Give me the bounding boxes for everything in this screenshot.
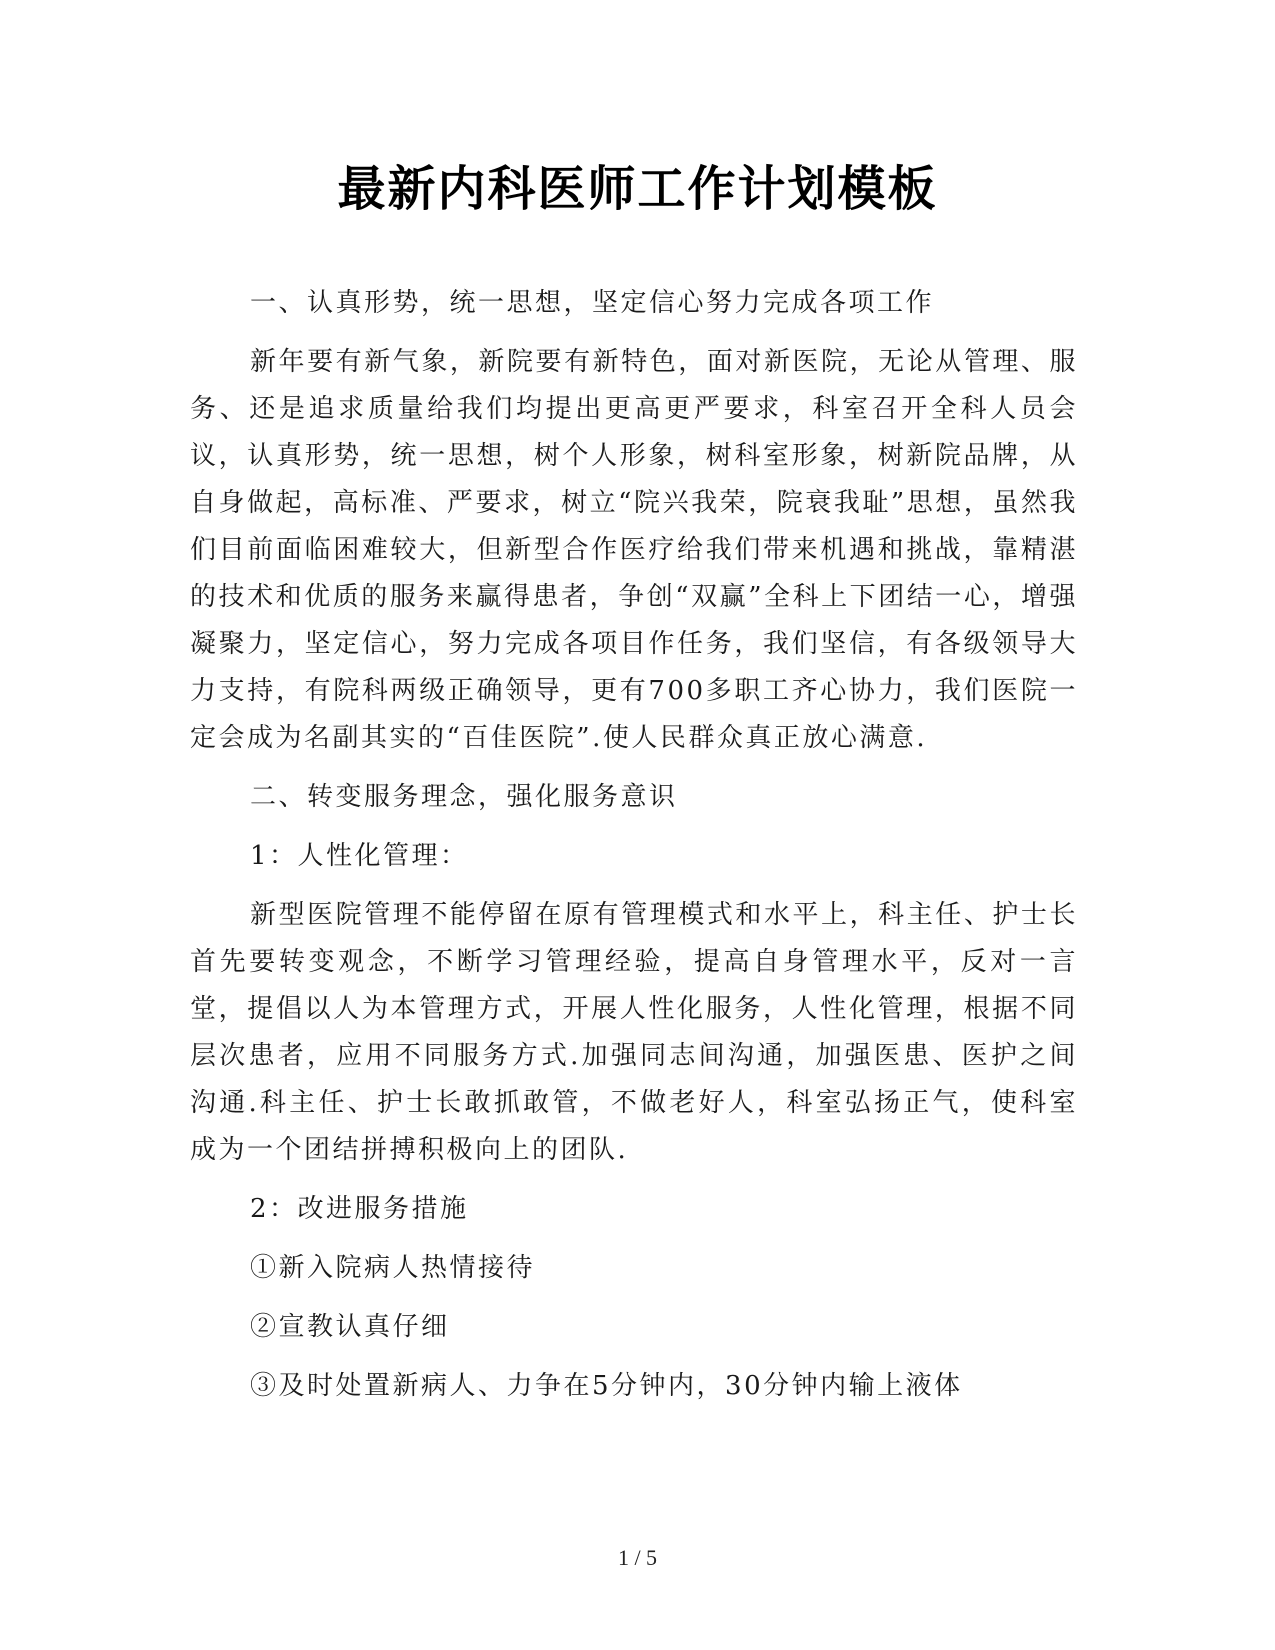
document-body <box>190 280 1078 1422</box>
document-title: 最新内科医师工作计划模板 <box>337 161 938 217</box>
paragraph-2: 新型医院管理不能停留在原有管理模式和水平上，科主任、护士长首先要转变观念，不断学习管理经验，提高自身管理水平，反对一言堂，提倡以人为本管理方式，开展人性化服务，人性化管理，根据不同层次患者，应用不同服务方式.加强同志间沟通，加强医患、医护之间沟通.科主任、护士长敢抓敢管，不做老好人，科室弘扬正气，使科室成为一个团结拼搏积极向上的团队. <box>190 900 1078 1165</box>
list-item-1: ①新入院病人热情接待 <box>250 1253 536 1283</box>
page-number: 1 / 5 <box>617 1545 658 1570</box>
section-heading-1: 一、认真形势，统一思想，坚定信心努力完成各项工作 <box>250 288 935 318</box>
subheading-humanized-management: 1：人性化管理： <box>250 841 469 871</box>
list-item-2: ②宣教认真仔细 <box>250 1312 450 1342</box>
paragraph-1: 新年要有新气象，新院要有新特色，面对新医院，无论从管理、服务、还是追求质量给我们均提出更高更严要求，科室召开全科人员会议，认真形势，统一思想，树个人形象，树科室形象，树新院品牌，从自身做起，高标准、严要求，树立“院兴我荣，院衰我耻”思想，虽然我们目前面临困难较大，但新型合作医疗给我们带来机遇和挑战，靠精湛的技术和优质的服务来赢得患者，争创“双赢”全科上下团结一心，增强凝聚力，坚定信心，努力完成各项目作任务，我们坚信，有各级领导大力支持，有院科两级正确领导，更有700多职工齐心协力，我们医院一定会成为名副其实的“百佳医院”.使人民群众真正放心满意. <box>190 347 1078 753</box>
list-item-3: ③及时处置新病人、力争在5分钟内，30分钟内输上液体 <box>250 1371 963 1401</box>
section-heading-2: 二、转变服务理念，强化服务意识 <box>250 782 678 812</box>
subheading-improve-service: 2：改进服务措施 <box>250 1194 469 1224</box>
